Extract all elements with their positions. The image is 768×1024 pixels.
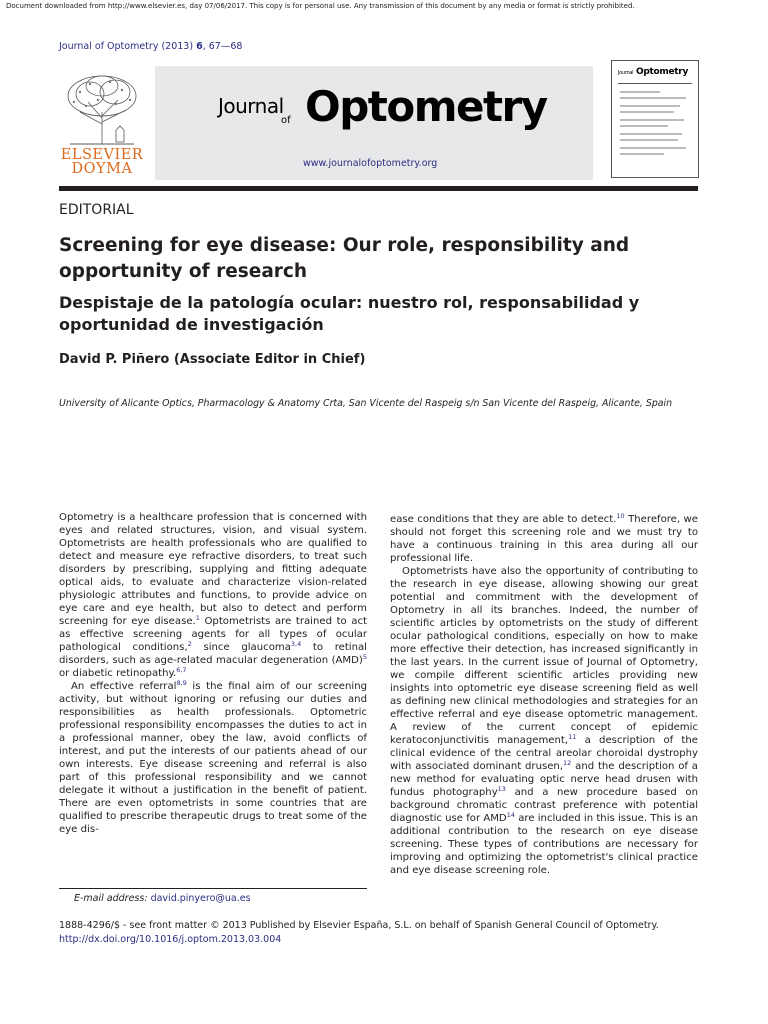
footnote bbox=[74, 893, 251, 904]
body-text: and a new procedure based on background chromatic contrast preference with potential diagnostic use for AMD bbox=[390, 787, 698, 824]
citation-journal: Journal of Optometry (2013) bbox=[59, 41, 194, 52]
body-left-column bbox=[59, 511, 367, 836]
elsevier-logo bbox=[56, 72, 148, 180]
body-paragraph bbox=[59, 511, 367, 680]
elsevier-tree-icon bbox=[60, 72, 144, 146]
cover-journal-word: Journal bbox=[618, 70, 634, 76]
body-text: Optometry is a healthcare profession that is concerned with eyes and related structures, vision, and visual system. Optometrists are health professionals who are qualified to detect and measure eye refractive disorders, to treat such disorders by prescribing, supplying and fitting adequate optical aids, to evaluate and characterize vision-related physiologic attributes and functions, to provide advice on eye care and eye health, but also to detect and perform screening for eye disease. bbox=[59, 512, 367, 627]
body-text: or diabetic retinopathy. bbox=[59, 668, 177, 679]
article-title-spanish: Despistaje de la patología ocular: nuestro rol, responsabilidad y oportunidad de investigación bbox=[59, 293, 640, 334]
cover-text-line bbox=[620, 133, 682, 135]
masthead-url-link[interactable]: www.journalofoptometry.org bbox=[303, 158, 438, 169]
citation-pages: , 67—68 bbox=[202, 41, 243, 52]
body-text: Optometrists are trained to act as effective screening agents for all types of ocular pathological conditions, bbox=[59, 616, 368, 653]
cover-rule bbox=[618, 83, 692, 84]
body-text: a description of the clinical evidence of the central areolar choroidal dystrophy with associated dominant drusen, bbox=[390, 735, 698, 772]
reference-link[interactable]: 8,9 bbox=[176, 679, 187, 687]
body-text: is the final aim of our screening activity, but without ignoring or refusing our duties and responsibilities as health professionals. Optometric professional responsibility encompasses the duties to act in a professional manner, obey the law, avoid conflicts of interest, and put the interests of our patients ahead of our own interests. Eye disease screening and referral is also part of this professional responsibility and we cannot delegate it without a justification in the benefit of patient. There are even optometrists in some countries that are qualified to prescribe therapeutic drugs to treat some of the eye dis- bbox=[59, 681, 367, 835]
masthead-of-word: of bbox=[281, 115, 291, 126]
cover-title-word: Optometry bbox=[636, 67, 689, 77]
download-notice: Document downloaded from http://www.elsevier.es, day 07/06/2017. This copy is for personal use. Any transmission of this document by any media or format is strictly prohibited. bbox=[6, 2, 635, 10]
cover-text-line bbox=[620, 147, 686, 149]
cover-text-line bbox=[620, 111, 674, 113]
reference-link[interactable]: 1 bbox=[195, 614, 200, 622]
section-label: EDITORIAL bbox=[59, 202, 134, 218]
elsevier-name-line1: ELSEVIER bbox=[60, 147, 144, 163]
body-text: Optometrists have also the opportunity of contributing to the research in eye disease, allowing showing our great potential and commitment with the development of Optometry in all its branches. Indeed, the number of scientific articles by optometrists on the study of different ocular pathological conditions, especially on how to make more effective their detection, has increased significantly in the last years. In the current issue of Journal of Optometry, we compile different scientific articles providing new insights into optometric eye disease screening field as well as defining new clinical methodologies and strategies for an effective referral and eye disease optometric management. A review of the current concept of epidemic keratoconjunctivitis management, bbox=[390, 566, 698, 746]
reference-link[interactable]: 11 bbox=[568, 733, 577, 741]
cover-text-line bbox=[620, 125, 668, 127]
citation-volume: 6 bbox=[196, 41, 203, 52]
cover-text-line bbox=[620, 153, 664, 155]
author-line: David P. Piñero (Associate Editor in Chief) bbox=[59, 352, 366, 367]
body-text: Therefore, we should not forget this screening role and we must try to have a continuous training in this area during all our professional life. bbox=[390, 514, 698, 564]
footnote-label: E-mail address: bbox=[74, 893, 148, 904]
elsevier-wordmark bbox=[56, 148, 148, 176]
cover-text-line bbox=[620, 97, 686, 99]
body-text: since glaucoma bbox=[191, 642, 291, 653]
body-paragraph bbox=[59, 680, 367, 836]
masthead-journal-word: Journal bbox=[218, 94, 284, 118]
cover-text-line bbox=[620, 105, 680, 107]
body-text: and the description of a new method for evaluating optic nerve head drusen with fundus photography bbox=[390, 761, 698, 798]
masthead-title: Optometry bbox=[305, 82, 547, 131]
journal-citation[interactable] bbox=[59, 41, 242, 52]
body-paragraph bbox=[390, 565, 698, 877]
cover-text-line bbox=[620, 91, 660, 93]
cover-title bbox=[618, 67, 688, 77]
body-paragraph bbox=[390, 513, 698, 565]
elsevier-name-line2: DOYMA bbox=[71, 161, 133, 177]
body-text: An effective referral bbox=[71, 681, 177, 692]
article-title: Screening for eye disease: Our role, responsibility and opportunity of research bbox=[59, 235, 630, 282]
reference-link[interactable]: 2 bbox=[187, 640, 192, 648]
copyright-line: 1888-4296/$ - see front matter © 2013 Published by Elsevier España, S.L. on behalf of Spanish General Council of Optometry. bbox=[59, 920, 659, 931]
author-affiliation: University of Alicante Optics, Pharmacology & Anatomy Crta, San Vicente del Raspeig s/n San Vicente del Raspeig, Alicante, Spain bbox=[59, 398, 673, 409]
header-rule bbox=[59, 186, 698, 191]
journal-masthead bbox=[155, 66, 593, 180]
cover-text-line bbox=[620, 139, 678, 141]
reference-link[interactable]: 3,4 bbox=[290, 640, 302, 648]
reference-link[interactable]: 5 bbox=[362, 653, 367, 661]
reference-link[interactable]: 10 bbox=[616, 512, 625, 520]
journal-cover-thumbnail bbox=[611, 60, 699, 178]
reference-link[interactable]: 13 bbox=[497, 785, 506, 793]
footnote-rule bbox=[59, 888, 367, 889]
reference-link[interactable]: 6,7 bbox=[176, 666, 187, 674]
body-text: ease conditions that they are able to detect. bbox=[390, 514, 617, 525]
reference-link[interactable]: 12 bbox=[563, 759, 572, 767]
doi-link[interactable]: http://dx.doi.org/10.1016/j.optom.2013.03.004 bbox=[59, 934, 282, 945]
body-right-column bbox=[390, 513, 698, 877]
body-text: are included in this issue. This is an additional contribution to the research on eye disease screening. These types of contributions are necessary for improving and optimizing the optometrist's clinical practice and eye disease screening role. bbox=[390, 813, 698, 876]
body-text: to retinal disorders, such as age-related macular degeneration (AMD) bbox=[59, 642, 367, 666]
author-email-link[interactable]: david.pinyero@ua.es bbox=[150, 893, 251, 904]
reference-link[interactable]: 14 bbox=[506, 811, 515, 819]
cover-text-line bbox=[620, 119, 684, 121]
